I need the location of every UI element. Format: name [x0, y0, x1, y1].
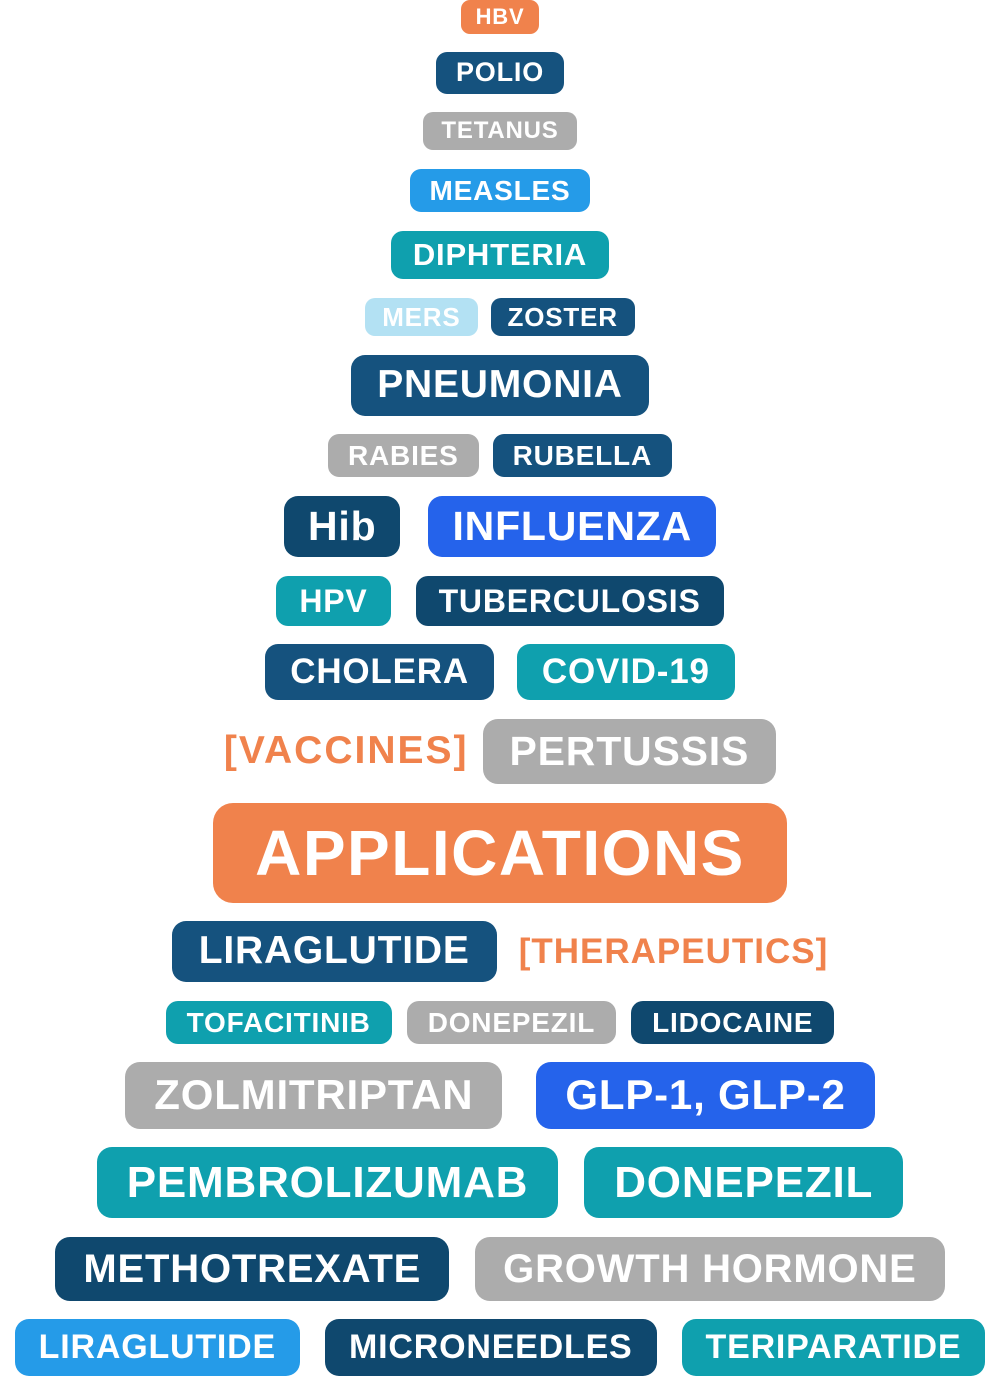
tag-diphteria: DIPHTERIA	[391, 231, 609, 280]
row-3	[0, 112, 1000, 150]
tag-hib: Hib	[284, 496, 400, 557]
tag-teriparatide: TERIPARATIDE	[682, 1319, 986, 1376]
tag-liraglutide-2: LIRAGLUTIDE	[15, 1319, 300, 1376]
tag-methotrexate: METHOTREXATE	[55, 1237, 449, 1301]
tag-glp-1-glp-2: GLP-1, GLP-2	[536, 1062, 874, 1129]
row-18	[0, 1237, 1000, 1301]
row-5	[0, 231, 1000, 280]
label-therapeutics: [THERAPEUTICS]	[518, 931, 829, 971]
tag-pneumonia: PNEUMONIA	[351, 355, 649, 416]
tag-zolmitriptan: ZOLMITRIPTAN	[125, 1062, 502, 1129]
tag-rabies: RABIES	[328, 434, 479, 477]
tag-donepezil-2: DONEPEZIL	[584, 1147, 903, 1218]
row-7	[0, 355, 1000, 416]
row-4	[0, 169, 1000, 212]
row-19	[0, 1319, 1000, 1376]
row-6	[0, 298, 1000, 337]
row-10	[0, 576, 1000, 626]
row-8	[0, 434, 1000, 477]
tag-influenza: INFLUENZA	[428, 496, 716, 557]
row-12	[0, 719, 1000, 784]
row-16	[0, 1062, 1000, 1129]
tag-microneedles: MICRONEEDLES	[325, 1319, 657, 1376]
tag-pembrolizumab: PEMBROLIZUMAB	[97, 1147, 558, 1218]
label-vaccines: [VACCINES]	[223, 729, 469, 773]
row-13	[0, 803, 1000, 903]
row-17	[0, 1147, 1000, 1218]
tag-tofacitinib: TOFACITINIB	[166, 1001, 392, 1044]
tag-applications: APPLICATIONS	[213, 803, 787, 903]
tag-donepezil-1: DONEPEZIL	[407, 1001, 616, 1044]
tag-hpv: HPV	[276, 576, 390, 626]
row-11	[0, 644, 1000, 700]
row-2	[0, 52, 1000, 94]
tag-lidocaine: LIDOCAINE	[631, 1001, 834, 1044]
tag-mers: MERS	[365, 298, 477, 337]
tag-measles: MEASLES	[410, 169, 591, 212]
tag-growth-hormone: GROWTH HORMONE	[475, 1237, 944, 1301]
row-9	[0, 496, 1000, 557]
tag-tuberculosis: TUBERCULOSIS	[416, 576, 724, 626]
tag-cholera: CHOLERA	[265, 644, 494, 700]
tag-liraglutide-1: LIRAGLUTIDE	[172, 921, 497, 982]
tag-hbv: HBV	[461, 0, 540, 34]
tag-zoster: ZOSTER	[491, 298, 635, 337]
tag-polio: POLIO	[436, 52, 564, 94]
row-14	[0, 921, 1000, 982]
tag-tetanus: TETANUS	[423, 112, 576, 150]
tag-rubella: RUBELLA	[493, 434, 672, 477]
row-1	[0, 0, 1000, 34]
tag-pertussis: PERTUSSIS	[483, 719, 777, 784]
row-15	[0, 1001, 1000, 1044]
tag-covid-19: COVID-19	[517, 644, 735, 700]
